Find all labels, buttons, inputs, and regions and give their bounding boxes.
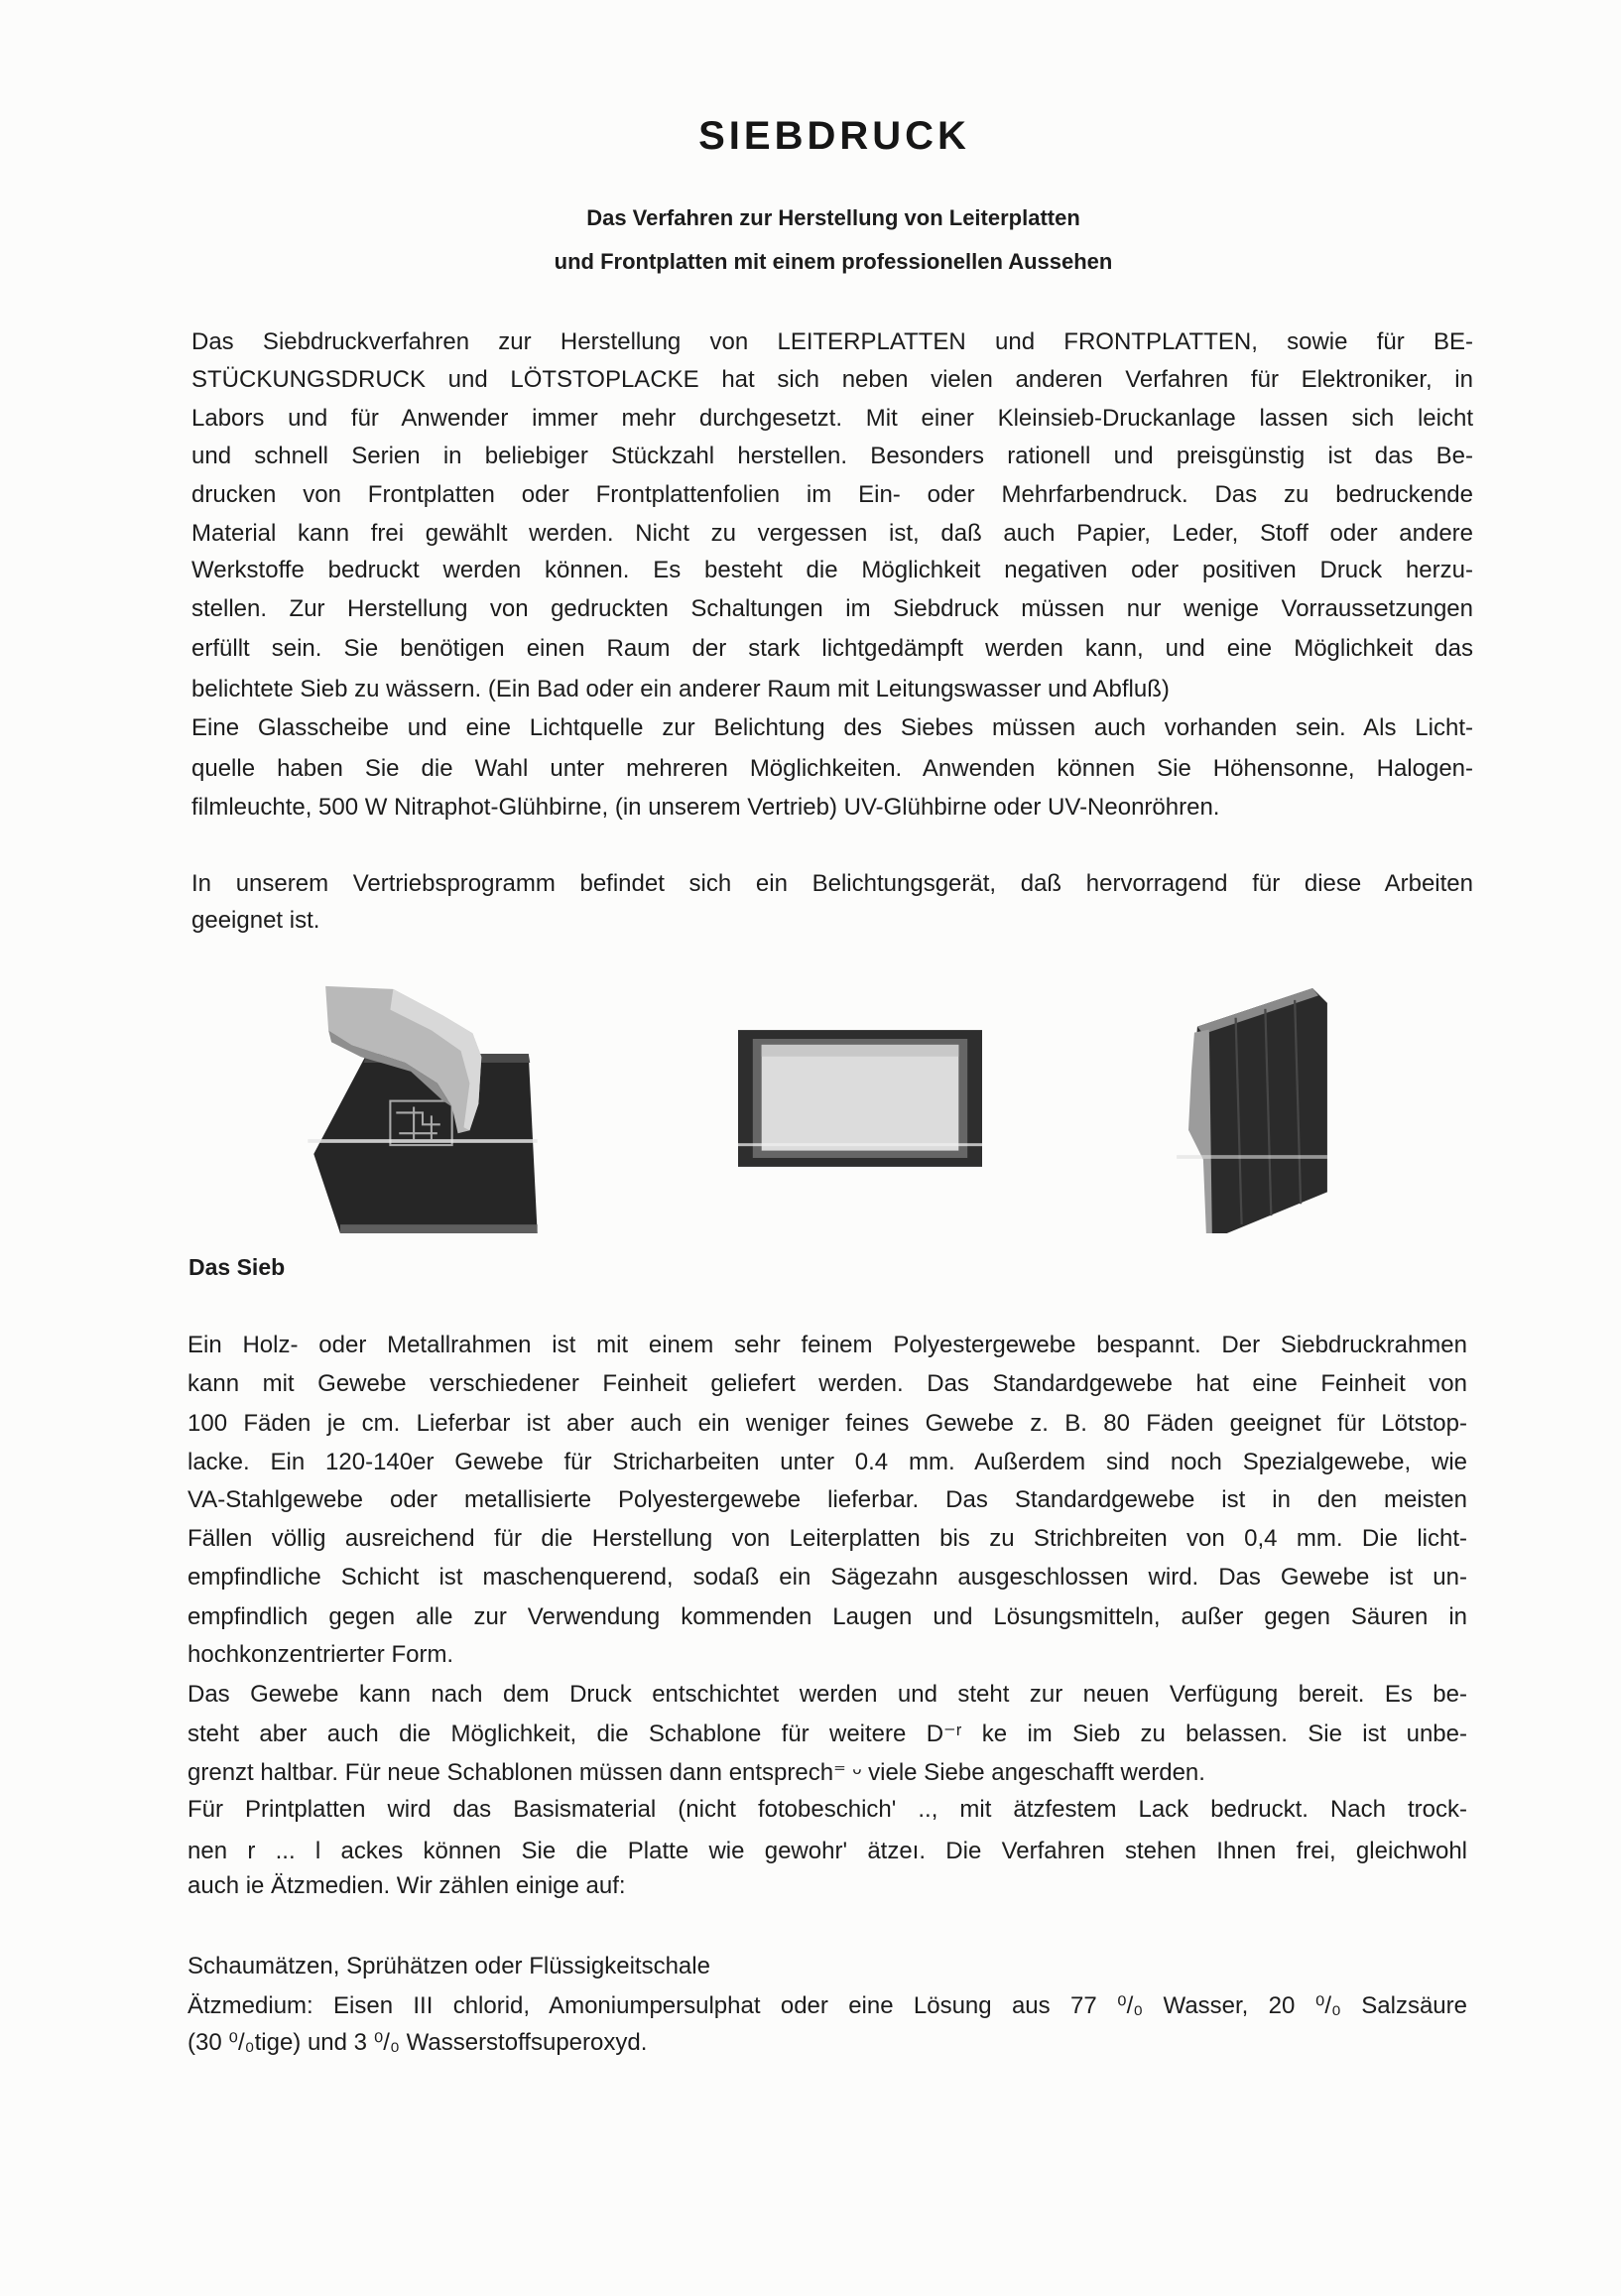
sieb-line: Für Printplatten wird das Basismaterial (nicht fotobeschich' .., mit ätzfestem Lack bedruckt. Nach trock- xyxy=(187,1796,1467,1823)
methods-line: (30 ⁰/₀tige) und 3 ⁰/₀ Wasserstoffsuperoxyd. xyxy=(187,2029,648,2056)
intro-line: stellen. Zur Herstellung von gedruckten Schaltungen im Siebdruck müssen nur wenige Vorraussetzungen xyxy=(191,595,1473,622)
intro-line: Labors und für Anwender immer mehr durchgesetzt. Mit einer Kleinsieb-Druckanlage lassen sich leicht xyxy=(191,405,1473,432)
sieb-line: Das Gewebe kann nach dem Druck entschichtet werden und steht zur neuen Verfügung bereit. Es be- xyxy=(187,1681,1467,1708)
sieb-line: 100 Fäden je cm. Lieferbar ist aber auch ein weniger feines Gewebe z. B. 80 Fäden geeignet für Lötstop- xyxy=(187,1410,1467,1437)
intro-line: STÜCKUNGSDRUCK und LÖTSTOPLACKE hat sich neben vielen anderen Verfahren für Elektroniker, in xyxy=(191,366,1473,393)
methods-line: Schaumätzen, Sprühätzen oder Flüssigkeitschale xyxy=(187,1953,710,1979)
intro-line: filmleuchte, 500 W Nitraphot-Glühbirne, (in unserem Vertrieb) UV-Glühbirne oder UV-Neonröhren. xyxy=(191,794,1220,821)
sieb-line: steht aber auch die Möglichkeit, die Schablone für weitere D⁻ʳ ke im Sieb zu belassen. Sie ist unbe- xyxy=(187,1721,1467,1747)
methods-line: Ätzmedium: Eisen III chlorid, Amoniumpersulphat oder eine Lösung aus 77 ⁰/₀ Wasser, 20 ⁰/₀ Salzsäure xyxy=(187,1992,1467,2019)
sieb-line: nen r ... l ackes können Sie die Platte wie gewohr' ätzeı. Die Verfahren stehen Ihnen frei, gleichwohl xyxy=(187,1838,1467,1864)
sieb-line: Fällen völlig ausreichend für die Herstellung von Leiterplatten bis zu Strichbreiten von 0,4 mm. Die licht- xyxy=(187,1525,1467,1552)
sieb-line: lacke. Ein 120-140er Gewebe für Stricharbeiten unter 0.4 mm. Außerdem sind noch Spezialgewebe, wie xyxy=(187,1449,1467,1475)
sieb-line: kann mit Gewebe verschiedener Feinheit geliefert werden. Das Standardgewebe hat eine Feinheit von xyxy=(187,1370,1467,1397)
frame-profile-photo xyxy=(1177,982,1327,1236)
screen-frame-photo xyxy=(738,1030,982,1167)
program-line: geeignet ist. xyxy=(191,907,320,934)
intro-line: Material kann frei gewählt werden. Nicht zu vergessen ist, daß auch Papier, Leder, Stoff oder andere xyxy=(191,520,1473,547)
sieb-line: Ein Holz- oder Metallrahmen ist mit einem sehr feinem Polyestergewebe bespannt. Der Siebdruckrahmen xyxy=(187,1332,1467,1358)
intro-line: Eine Glasscheibe und eine Lichtquelle zur Belichtung des Siebes müssen auch vorhanden sein. Als Licht- xyxy=(191,714,1473,741)
sieb-line: empfindliche Schicht ist maschenquerend, sodaß ein Sägezahn ausgeschlossen wird. Das Gewebe ist un- xyxy=(187,1564,1467,1591)
page-title: SIEBDRUCK xyxy=(698,114,970,158)
hand-on-screen-photo xyxy=(308,980,538,1236)
program-line: In unserem Vertriebsprogramm befindet sich ein Belichtungsgerät, daß hervorragend für diese Arbeiten xyxy=(191,870,1473,897)
sieb-line: hochkonzentrierter Form. xyxy=(187,1641,454,1668)
section-heading: Das Sieb xyxy=(188,1254,286,1280)
intro-line: Werkstoffe bedruckt werden können. Es besteht die Möglichkeit negativen oder positiven Druck herzu- xyxy=(191,557,1473,583)
intro-line: Das Siebdruckverfahren zur Herstellung von LEITERPLATTEN und FRONTPLATTEN, sowie für BE- xyxy=(191,328,1473,355)
subtitle-line: und Frontplatten mit einem professionellen Aussehen xyxy=(554,249,1113,274)
sieb-line: auch ie Ätzmedien. Wir zählen einige auf: xyxy=(187,1872,626,1899)
sieb-line: empfindlich gegen alle zur Verwendung kommenden Laugen und Lösungsmitteln, außer gegen Säuren in xyxy=(187,1603,1467,1630)
intro-line: quelle haben Sie die Wahl unter mehreren Möglichkeiten. Anwenden können Sie Höhensonne, Halogen- xyxy=(191,755,1473,782)
sieb-line: grenzt haltbar. Für neue Schablonen müssen dann entsprech⁼ ᵕ viele Siebe angeschafft werden. xyxy=(187,1759,1205,1786)
intro-line: drucken von Frontplatten oder Frontplattenfolien im Ein- oder Mehrfarbendruck. Das zu bedruckende xyxy=(191,481,1473,508)
intro-line: und schnell Serien in beliebiger Stückzahl herstellen. Besonders rationell und preisgünstig ist das Be- xyxy=(191,443,1473,469)
intro-line: belichtete Sieb zu wässern. (Ein Bad oder ein anderer Raum mit Leitungswasser und Abfluß) xyxy=(191,676,1170,702)
intro-line: erfüllt sein. Sie benötigen einen Raum der stark lichtgedämpft werden kann, und eine Möglichkeit das xyxy=(191,635,1473,662)
subtitle-line: Das Verfahren zur Herstellung von Leiterplatten xyxy=(586,205,1080,230)
sieb-line: VA-Stahlgewebe oder metallisierte Polyestergewebe lieferbar. Das Standardgewebe ist in den meisten xyxy=(187,1486,1467,1513)
